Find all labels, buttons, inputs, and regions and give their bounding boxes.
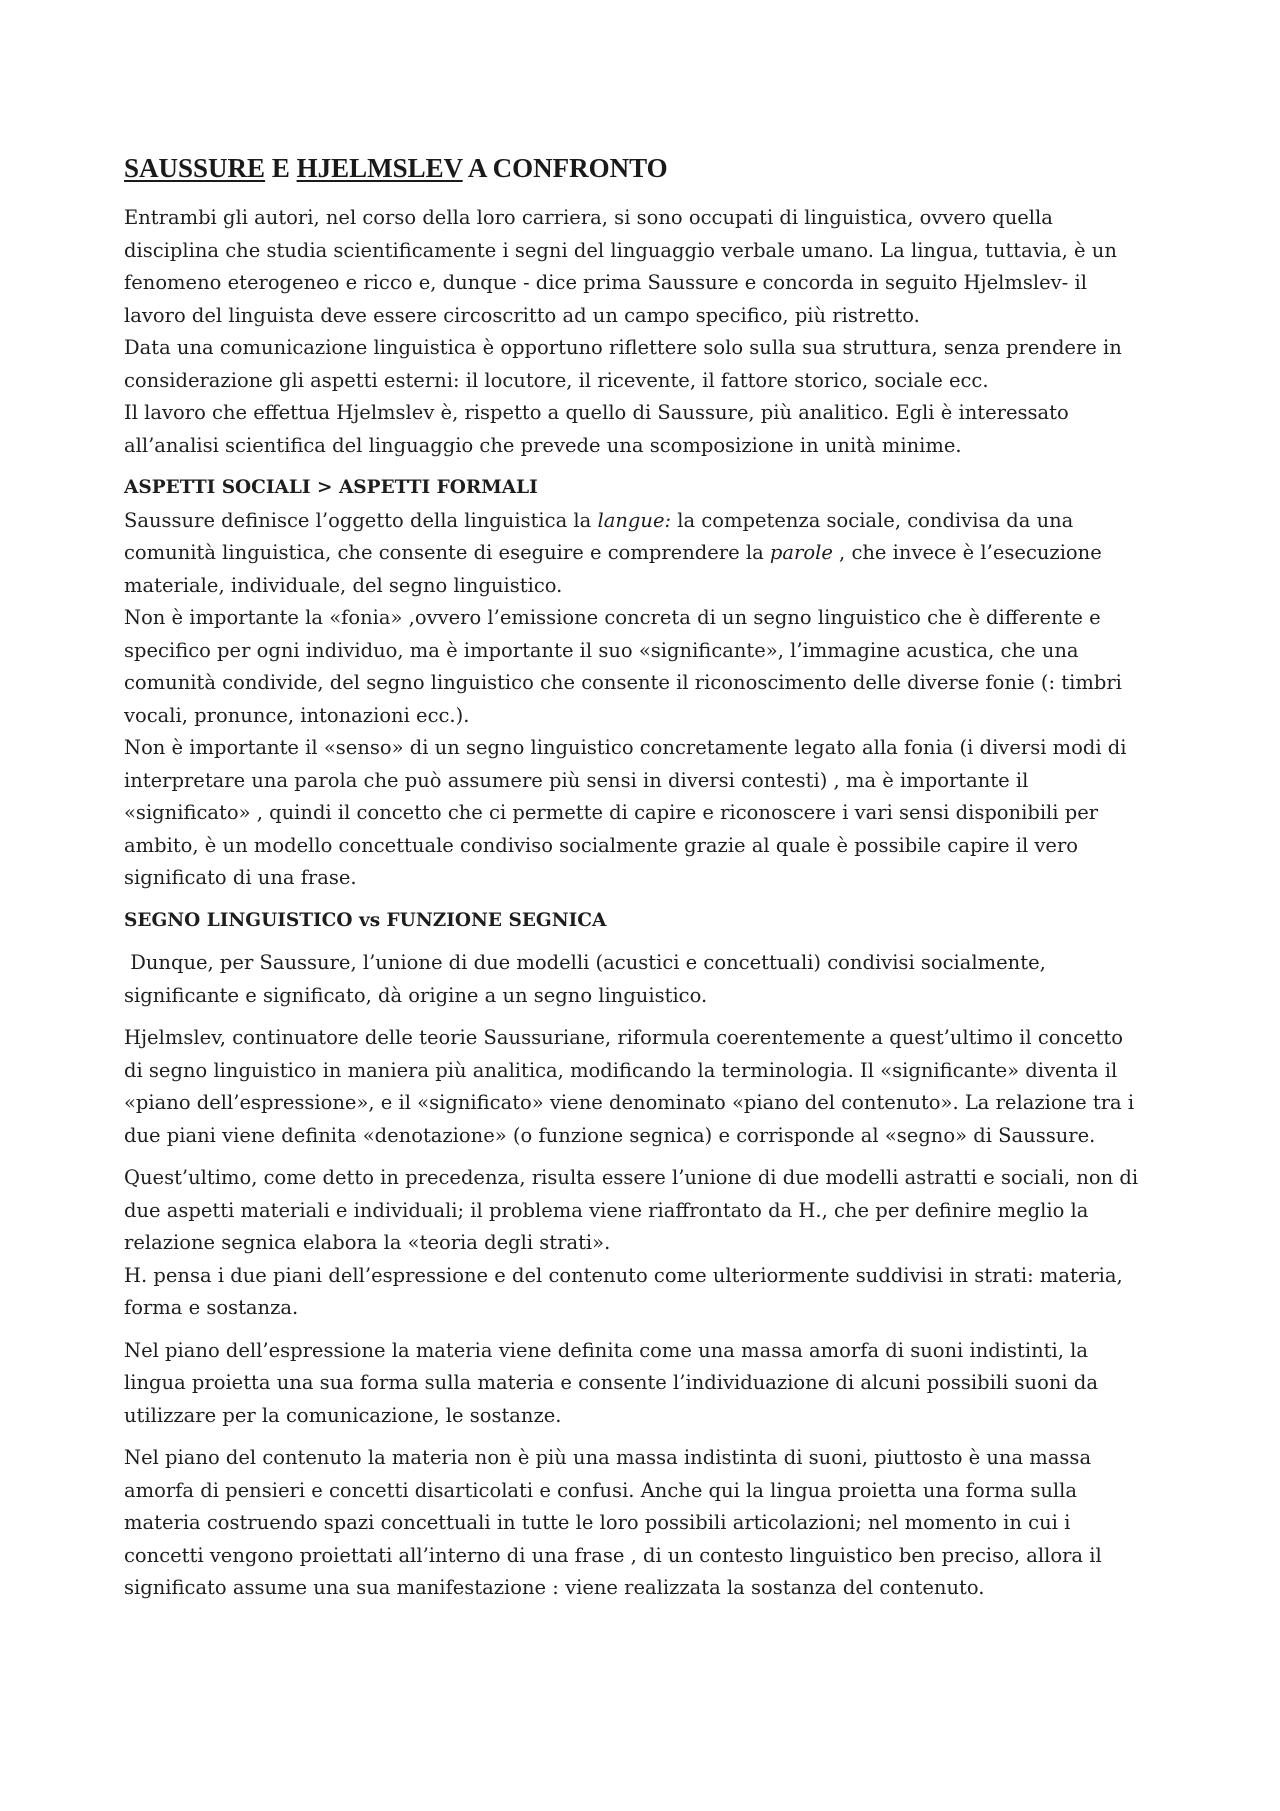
section2-paragraph-5: Nel piano dell’espressione la materia viene definita come una massa amorfa di suoni indistinti, la lingua proietta una sua forma sulla materia e consente l’individuazione di alcuni possibili suoni da utilizzare per la comunicazione, le sostanze. [124, 1338, 1098, 1427]
section2-paragraph-1: Dunque, per Saussure, l’unione di due modelli (acustici e concettuali) condivisi socialmente, significante e significato, dà origine a un segno linguistico. [124, 951, 1053, 1007]
document-page [124, 150, 1144, 1615]
parole-definition-text: , che invece è l’esecuzione materiale, individuale, del segno linguistico. [124, 541, 1102, 597]
section2-paragraph-4: H. pensa i due piani dell’espressione e del contenuto come ulteriormente suddivisi in strati: materia, forma e sostanza. [124, 1263, 1123, 1319]
parole-term: parole [769, 541, 833, 564]
section1-paragraph-3: Non è importante il «senso» di un segno linguistico concretamente legato alla fonia (i diversi modi di interpretare una parola che può assumere più sensi in diversi contesti) , ma è importante il «significato» , quindi il concetto che ci permette di capire e riconoscere i vari sensi disponibili per ambito, è un modello concettuale condiviso socialmente grazie al quale è possibile capire il vero significato di una frase. [124, 736, 1127, 889]
section-heading-aspetti: ASPETTI SOCIALI > ASPETTI FORMALI [124, 477, 538, 498]
langue-definition-text: la competenza sociale, condivisa da una comunità linguistica, che consente di eseguire e comprendere la [124, 508, 1074, 564]
document-title [124, 150, 1144, 186]
title-hjelmslev: HJELMSLEV [296, 153, 463, 183]
section1-paragraph-2: Non è importante la «fonia» ,ovvero l’emissione concreta di un segno linguistico che è differente e specifico per ogni individuo, ma è importante il suo «significante», l’immagine acustica, che una comunità condivide, del segno linguistico che consente il riconoscimento delle diverse fonie (: timbri vocali, pronunce, intonazioni ecc.). [124, 606, 1122, 727]
langue-intro-text: Saussure definisce l’oggetto della linguistica la [124, 508, 598, 532]
section2-paragraph-2: Hjelmslev, continuatore delle teorie Saussuriane, riformula coerentemente a quest’ultimo il concetto di segno linguistico in maniera più analitica, modificando la terminologia. Il «significante» diventa il «piano dell’espressione», e il «significato» viene denominato «piano del contenuto». La relazione tra i due piani viene definita «denotazione» (o funzione segnica) e corrisponde al «segno» di Saussure. [124, 1026, 1135, 1147]
section1-paragraph-1 [124, 505, 1144, 603]
langue-term: langue: [597, 508, 672, 532]
intro-paragraph-1: Entrambi gli autori, nel corso della loro carriera, si sono occupati di linguistica, ovvero quella disciplina che studia scientificamente i segni del linguaggio verbale umano. La lingua, tuttavia, è un fenomeno eterogeneo e ricco e, dunque - dice prima Saussure e concorda in seguito Hjelmslev- il lavoro del linguista deve essere circoscritto ad un campo specifico, più ristretto. [124, 206, 1117, 327]
title-saussure: SAUSSURE [124, 153, 266, 183]
intro-paragraph-2: Data una comunicazione linguistica è opportuno riflettere solo sulla sua struttura, senza prendere in considerazione gli aspetti esterni: il locutore, il ricevente, il fattore storico, sociale ecc. [124, 336, 1122, 392]
section2-paragraph-3: Quest’ultimo, come detto in precedenza, risulta essere l’unione di due modelli astratti e sociali, non di due aspetti materiali e individuali; il problema viene riaffrontato da H., che per definire meglio la relazione segnica elabora la «teoria degli strati». [124, 1166, 1139, 1254]
title-conjunction: E [265, 153, 297, 183]
title-suffix: A CONFRONTO [462, 153, 668, 183]
section-heading-segno: SEGNO LINGUISTICO vs FUNZIONE SEGNICA [124, 909, 607, 931]
section2-paragraph-6: Nel piano del contenuto la materia non è più una massa indistinta di suoni, piuttosto è una massa amorfa di pensieri e concetti disarticolati e confusi. Anche qui la lingua proietta una forma sulla materia costruendo spazi concettuali in tutte le loro possibili articolazioni; nel momento in cui i concetti vengono proiettati all’interno di una frase , di un contesto linguistico ben preciso, allora il significato assume una sua manifestazione : viene realizzata la sostanza del contenuto. [124, 1446, 1102, 1599]
intro-paragraph-3: Il lavoro che effettua Hjelmslev è, rispetto a quello di Saussure, più analitico. Egli è interessato all’analisi scientifica del linguaggio che prevede una scomposizione in unità minime. [124, 401, 1069, 457]
